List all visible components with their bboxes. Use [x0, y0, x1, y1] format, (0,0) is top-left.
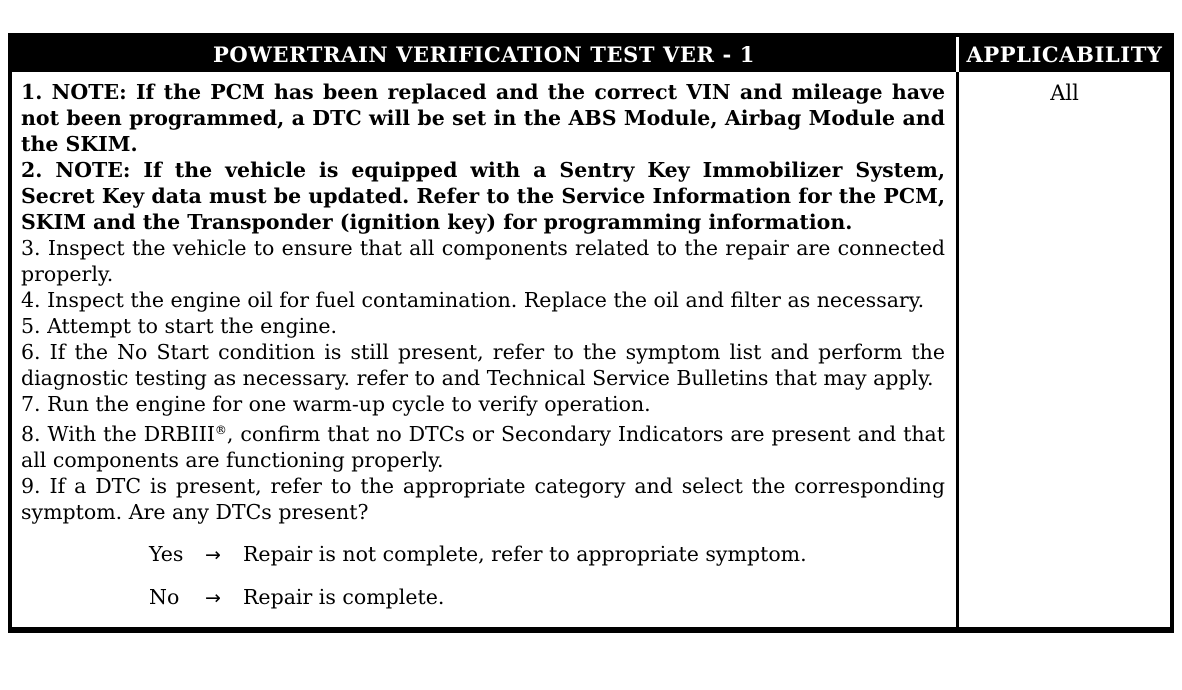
procedure-step [21, 79, 945, 157]
procedure-step [21, 473, 945, 525]
procedure-cell [12, 72, 959, 627]
decision-list [21, 541, 945, 611]
step-text: , confirm that no DTCs or Secondary Indicators are present and that all components are functioning properly. [21, 422, 945, 472]
applicability-header-label: APPLICABILITY [966, 42, 1163, 67]
decision-result: Repair is complete. [243, 585, 445, 609]
right-arrow-icon: → [205, 544, 221, 566]
procedure-step [21, 391, 945, 417]
procedure-step [21, 287, 945, 313]
step-text: 1. NOTE: If the PCM has been replaced and the correct VIN and mileage have not been programmed, a DTC will be set in the ABS Module, Airbag Module and the SKIM. [21, 80, 945, 156]
step-text: 7. Run the engine for one warm-up cycle to verify operation. [21, 392, 651, 416]
step-text: 2. NOTE: If the vehicle is equipped with a Sentry Key Immobilizer System, Secret Key data must be updated. Refer to the Service Information for the PCM, SKIM and the Transponder (ignition key) for programming information. [21, 158, 945, 234]
decision-row [21, 584, 945, 611]
applicability-header [959, 37, 1170, 72]
procedure-step [21, 339, 945, 391]
procedure-step [21, 157, 945, 235]
step-list [21, 79, 945, 525]
right-arrow-icon: → [205, 587, 221, 609]
table-title-header [12, 37, 959, 72]
procedure-step [21, 235, 945, 287]
step-text: 3. Inspect the vehicle to ensure that all components related to the repair are connected properly. [21, 236, 945, 286]
applicability-value: All [1050, 81, 1079, 105]
step-text: 6. If the No Start condition is still present, refer to the symptom list and perform the diagnostic testing as necessary. refer to and Technical Service Bulletins that may apply. [21, 340, 945, 390]
step-text: 5. Attempt to start the engine. [21, 314, 338, 338]
procedure-step [21, 313, 945, 339]
decision-row [21, 541, 945, 568]
procedure-step [21, 417, 945, 473]
step-text: 8. With the DRBIII [21, 422, 215, 446]
registered-trademark-symbol: ® [214, 423, 227, 437]
applicability-cell [959, 72, 1170, 627]
table-title: POWERTRAIN VERIFICATION TEST VER - 1 [213, 42, 755, 67]
powertrain-verification-table [8, 33, 1174, 633]
decision-result: Repair is not complete, refer to appropriate symptom. [243, 542, 807, 566]
step-text: 4. Inspect the engine oil for fuel contamination. Replace the oil and filter as necessary. [21, 288, 925, 312]
decision-answer: No [149, 585, 180, 609]
step-text: 9. If a DTC is present, refer to the appropriate category and select the corresponding symptom. Are any DTCs present? [21, 474, 945, 524]
decision-answer: Yes [149, 542, 184, 566]
